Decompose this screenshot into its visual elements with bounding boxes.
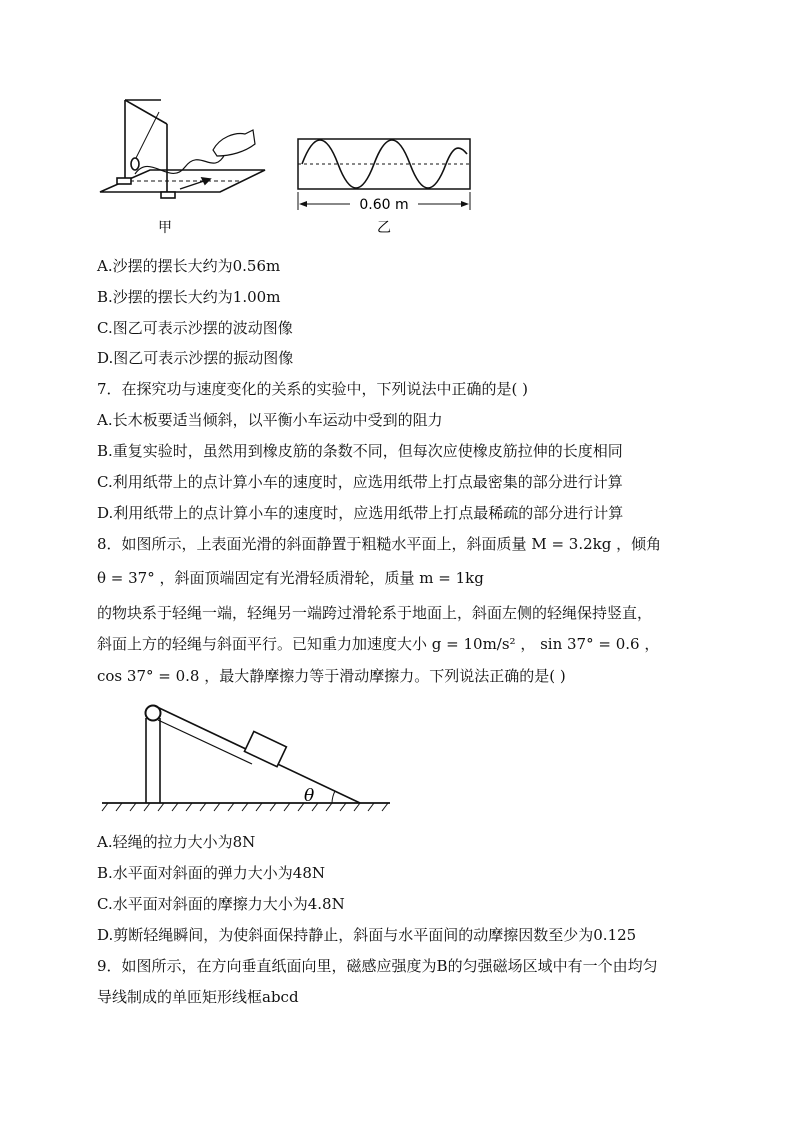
figure-incline-pulley xyxy=(100,700,395,825)
figure-sand-pendulum xyxy=(95,92,485,240)
q6-option-a: A.沙摆的摆长大约为0.56m xyxy=(97,257,281,275)
caption-jia: 甲 xyxy=(158,220,172,236)
q7-option-c: C.利用纸带上的点计算小车的速度时，应选用纸带上打点最密集的部分进行计算 xyxy=(97,473,623,491)
q7-option-a: A.长木板要适当倾斜，以平衡小车运动中受到的阻力 xyxy=(97,411,443,429)
q8-stem-line-4: 斜面上方的轻绳与斜面平行。已知重力加速度大小 g = 10m/s² ， sin 37° = 0.6 ， xyxy=(97,635,660,653)
apparatus-jia xyxy=(100,100,265,198)
q7-stem: 7．在探究功与速度变化的关系的实验中，下列说法中正确的是( ) xyxy=(97,380,529,398)
q6-option-d: D.图乙可表示沙摆的振动图像 xyxy=(97,349,294,367)
q8-stem-line-5: cos 37° = 0.8 ，最大静摩擦力等于滑动摩擦力。下列说法正确的是( ) xyxy=(97,667,566,685)
q6-option-c: C.图乙可表示沙摆的波动图像 xyxy=(97,319,293,337)
q7-option-b: B.重复实验时，虽然用到橡皮筋的条数不同，但每次应使橡皮筋拉伸的长度相同 xyxy=(97,442,623,460)
q6-option-b: B.沙摆的摆长大约为1.00m xyxy=(97,288,281,306)
dimension-label: 0.60 m xyxy=(359,197,409,213)
q8-option-a: A.轻绳的拉力大小为8N xyxy=(97,833,256,851)
q7-option-d: D.利用纸带上的点计算小车的速度时，应选用纸带上打点最稀疏的部分进行计算 xyxy=(97,504,624,522)
q8-option-b: B.水平面对斜面的弹力大小为48N xyxy=(97,864,326,882)
angle-label: θ xyxy=(304,786,315,806)
q9-stem-line-2: 导线制成的单匝矩形线框abcd xyxy=(97,988,299,1006)
q9-stem-line-1: 9．如图所示，在方向垂直纸面向里，磁感应强度为B的匀强磁场区域中有一个由均匀 xyxy=(97,957,658,975)
q8-option-c: C.水平面对斜面的摩擦力大小为4.8N xyxy=(97,895,345,913)
caption-yi: 乙 xyxy=(377,220,391,236)
q8-stem-line-3: 的物块系于轻绳一端，轻绳另一端跨过滑轮系于地面上，斜面左侧的轻绳保持竖直， xyxy=(97,604,653,622)
q8-stem-line-1: 8．如图所示，上表面光滑的斜面静置于粗糙水平面上，斜面质量 M = 3.2kg ，倾角 xyxy=(97,535,662,553)
q8-stem-line-2: θ = 37° ，斜面顶端固定有光滑轻质滑轮，质量 m = 1kg xyxy=(97,569,484,587)
q8-option-d: D.剪断轻绳瞬间，为使斜面保持静止，斜面与水平面间的动摩擦因数至少为0.125 xyxy=(97,926,637,944)
